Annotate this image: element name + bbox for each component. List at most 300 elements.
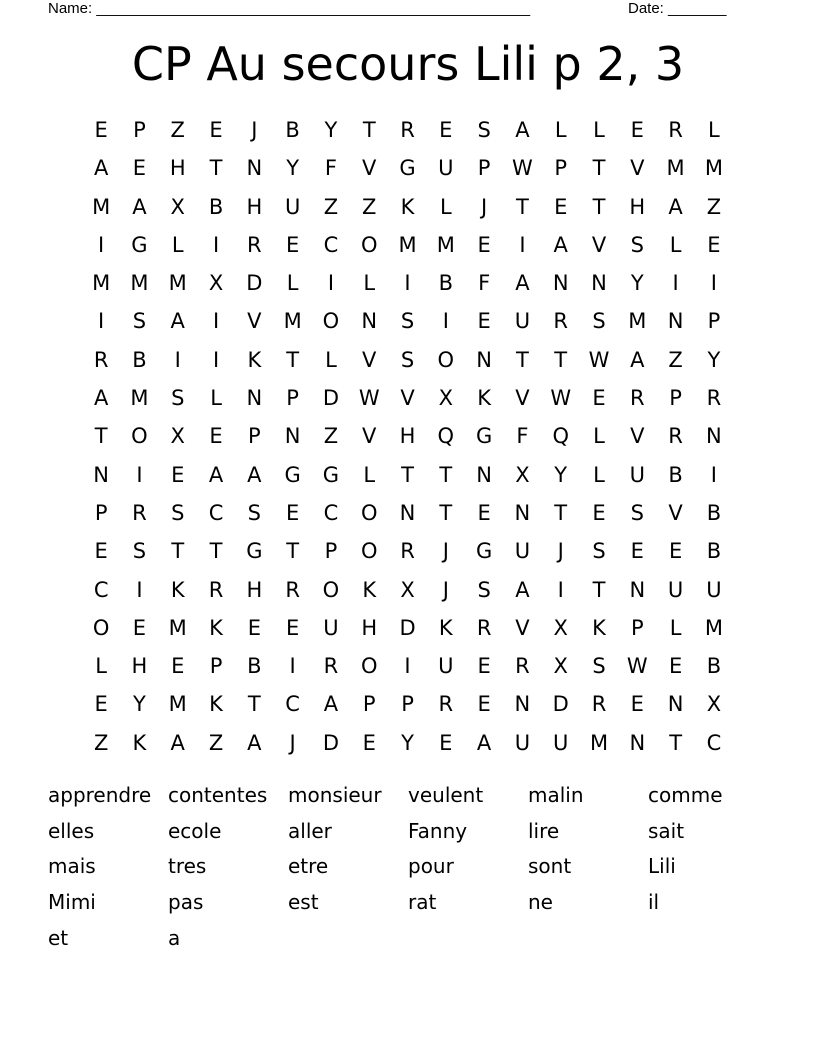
grid-letter: X [208, 271, 224, 296]
grid-letter: Y [401, 730, 414, 755]
grid-letter: M [436, 232, 455, 257]
grid-letter: I [519, 232, 526, 257]
grid-letter: R [476, 615, 492, 640]
grid-letter: P [669, 386, 682, 411]
grid-letter: J [251, 118, 258, 142]
grid-letter: K [247, 347, 262, 372]
grid-letter: Z [668, 347, 683, 372]
grid-letter: N [552, 271, 569, 296]
grid-letter: E [630, 539, 644, 564]
grid-letter: V [362, 156, 377, 181]
grid-letter: T [554, 347, 568, 372]
grid-letter: M [283, 309, 302, 334]
date-field-label: Date: _______ [628, 0, 727, 17]
grid-letter: T [286, 347, 300, 372]
grid-letter: N [667, 692, 684, 717]
grid-letter: V [630, 424, 645, 449]
grid-letter: S [400, 309, 415, 334]
grid-letter: A [247, 462, 262, 487]
grid-letter: Y [630, 271, 644, 296]
grid-letter: P [209, 654, 223, 679]
grid-letter: H [131, 654, 148, 679]
grid-letter: R [591, 692, 607, 717]
grid-letter: C [93, 577, 109, 602]
grid-letter: P [554, 156, 568, 181]
grid-letter: Y [133, 692, 146, 717]
grid-letter: U [553, 730, 569, 755]
grid-letter: U [514, 309, 531, 334]
grid-letter: T [401, 462, 414, 487]
grid-letter: K [132, 730, 147, 755]
grid-letter: E [94, 692, 108, 717]
grid-letter: E [285, 615, 300, 640]
word-list-item: pour [408, 854, 454, 879]
grid-letter: N [667, 309, 684, 334]
grid-letter: X [438, 386, 454, 411]
grid-letter: L [171, 232, 184, 257]
grid-letter: Z [93, 730, 109, 755]
grid-letter: R [668, 118, 683, 142]
grid-letter: R [438, 692, 454, 717]
grid-letter: L [325, 347, 337, 372]
grid-letter: E [554, 194, 568, 219]
grid-letter: L [95, 654, 107, 679]
grid-letter: M [92, 271, 111, 296]
grid-letter: B [132, 347, 147, 372]
letter-grid [82, 111, 733, 762]
grid-letter: V [362, 424, 377, 449]
word-list-item: apprendre [48, 783, 152, 807]
grid-letter: S [132, 539, 147, 564]
grid-letter: X [170, 424, 185, 449]
grid-letter: S [477, 577, 491, 602]
grid-letter: R [247, 232, 262, 257]
grid-letter: L [363, 462, 376, 487]
grid-letter: I [710, 271, 717, 296]
grid-letter: C [706, 730, 722, 755]
grid-letter: R [323, 654, 339, 679]
grid-letter: A [132, 194, 147, 219]
grid-letter: A [515, 118, 530, 142]
grid-letter: E [668, 539, 683, 564]
grid-letter: H [629, 194, 646, 219]
grid-letter: V [362, 347, 377, 372]
grid-letter: V [515, 386, 530, 411]
grid-letter: P [707, 309, 721, 334]
grid-letter: M [130, 271, 149, 296]
grid-letter: I [174, 347, 181, 372]
word-list-item: tres [168, 854, 207, 879]
grid-letter: E [285, 232, 300, 257]
grid-letter: M [168, 271, 187, 296]
grid-letter: M [704, 156, 723, 181]
grid-letter: Z [323, 424, 339, 449]
grid-letter: A [93, 156, 109, 181]
grid-letter: P [477, 156, 491, 181]
grid-letter: R [400, 118, 415, 142]
grid-letter: L [669, 615, 682, 640]
word-list-item: est [288, 890, 319, 915]
grid-letter: V [591, 232, 607, 257]
grid-letter: N [476, 462, 492, 487]
grid-letter: B [668, 462, 683, 487]
grid-letter: N [514, 692, 531, 717]
grid-letter: I [557, 577, 564, 602]
grid-letter: P [324, 539, 338, 564]
grid-letter: R [630, 386, 645, 411]
grid-letter: E [592, 500, 606, 525]
grid-letter: E [132, 156, 147, 181]
grid-letter: K [477, 386, 491, 411]
grid-letter: W [512, 156, 533, 181]
grid-letter: L [210, 386, 222, 411]
grid-letter: Y [286, 156, 300, 181]
grid-letter: L [363, 271, 376, 296]
grid-letter: M [704, 615, 723, 640]
grid-letter: Z [323, 194, 339, 219]
grid-letter: X [706, 692, 722, 717]
grid-letter: B [706, 500, 722, 525]
grid-letter: I [327, 271, 335, 296]
word-list-item: elles [48, 818, 95, 843]
grid-letter: M [666, 156, 685, 181]
grid-letter: T [516, 194, 529, 219]
grid-letter: L [286, 271, 299, 296]
grid-letter: G [131, 232, 148, 257]
grid-letter: L [593, 118, 605, 142]
grid-letter: D [552, 692, 569, 717]
grid-letter: X [553, 615, 568, 640]
grid-letter: N [399, 500, 416, 525]
grid-letter: I [672, 271, 679, 296]
grid-letter: E [94, 539, 108, 564]
grid-letter: T [286, 539, 300, 564]
grid-letter: E [477, 692, 491, 717]
grid-letter: Y [554, 462, 568, 487]
grid-letter: O [360, 654, 378, 679]
grid-letter: E [209, 424, 223, 449]
word-list-item: a [168, 925, 181, 950]
grid-letter: R [515, 654, 530, 679]
grid-letter: W [358, 386, 380, 411]
grid-letter: D [246, 271, 263, 296]
grid-letter: L [669, 232, 682, 257]
grid-letter: T [554, 500, 568, 525]
grid-letter: F [324, 156, 337, 181]
grid-letter: Z [362, 194, 377, 219]
grid-letter: S [592, 539, 606, 564]
word-list-item: comme [648, 783, 723, 807]
grid-letter: G [322, 462, 340, 487]
grid-letter: I [212, 347, 220, 372]
grid-letter: P [248, 424, 261, 449]
grid-letter: R [400, 539, 415, 564]
grid-letter: E [362, 730, 376, 755]
grid-letter: N [361, 309, 378, 334]
grid-letter: I [710, 462, 717, 487]
grid-letter: E [477, 500, 491, 525]
grid-letter: S [247, 500, 261, 525]
grid-letter: H [246, 577, 263, 602]
grid-letter: O [92, 615, 110, 640]
grid-letter: A [93, 386, 109, 411]
grid-letter: C [285, 692, 300, 717]
grid-letter: Z [706, 194, 722, 219]
word-list-item: aller [288, 818, 332, 843]
grid-letter: N [629, 730, 646, 755]
word-list-item: ne [528, 890, 553, 915]
grid-letter: U [438, 654, 454, 679]
grid-letter: U [438, 156, 454, 181]
grid-letter: A [515, 271, 530, 296]
grid-letter: W [626, 654, 648, 679]
grid-letter: D [322, 730, 340, 755]
grid-letter: B [247, 654, 262, 679]
grid-letter: O [322, 577, 340, 602]
grid-letter: T [94, 424, 108, 449]
grid-letter: Z [208, 730, 224, 755]
grid-letter: G [475, 539, 493, 564]
grid-letter: R [285, 577, 300, 602]
grid-letter: D [399, 615, 416, 640]
grid-letter: K [592, 615, 606, 640]
grid-letter: M [589, 730, 609, 755]
grid-letter: L [439, 194, 452, 219]
grid-letter: G [246, 539, 263, 564]
grid-letter: S [630, 500, 644, 525]
grid-letter: I [98, 232, 105, 257]
grid-letter: E [668, 654, 683, 679]
grid-letter: E [247, 615, 261, 640]
grid-letter: E [630, 118, 644, 142]
grid-letter: O [360, 500, 378, 525]
grid-letter: U [284, 194, 301, 219]
grid-letter: G [284, 462, 301, 487]
grid-letter: F [516, 424, 529, 449]
grid-letter: I [212, 232, 220, 257]
grid-letter: U [706, 577, 722, 602]
grid-letter: S [171, 386, 185, 411]
grid-letter: V [400, 386, 415, 411]
grid-letter: O [360, 232, 378, 257]
grid-letter: V [247, 309, 262, 334]
grid-letter: E [285, 500, 300, 525]
grid-letter: A [170, 730, 185, 755]
grid-letter: N [476, 347, 492, 372]
grid-letter: A [247, 730, 262, 755]
grid-letter: S [132, 309, 147, 334]
grid-letter: I [136, 577, 143, 602]
grid-letter: E [477, 309, 491, 334]
grid-letter: R [132, 500, 147, 525]
grid-letter: I [289, 654, 296, 679]
grid-letter: M [130, 386, 149, 411]
grid-letter: L [593, 462, 605, 487]
word-list-item: monsieur [288, 783, 382, 807]
grid-letter: B [285, 118, 300, 142]
grid-letter: P [630, 615, 644, 640]
grid-letter: S [400, 347, 415, 372]
grid-letter: T [592, 577, 606, 602]
grid-letter: E [707, 232, 721, 257]
grid-letter: A [630, 347, 645, 372]
grid-letter: H [246, 194, 263, 219]
grid-letter: H [399, 424, 416, 449]
grid-letter: L [708, 118, 720, 142]
name-field-label: Name: ____________________________________________________ [48, 0, 531, 17]
grid-letter: M [92, 194, 111, 219]
grid-letter: B [208, 194, 224, 219]
grid-letter: I [98, 309, 105, 334]
grid-letter: N [246, 386, 263, 411]
grid-letter: A [170, 309, 185, 334]
grid-letter: N [706, 424, 722, 449]
grid-letter: X [400, 577, 415, 602]
grid-letter: S [592, 654, 606, 679]
word-list [48, 778, 768, 956]
grid-letter: N [246, 156, 263, 181]
word-list-item: et [48, 925, 69, 950]
grid-letter: T [362, 118, 376, 142]
grid-letter: X [553, 654, 568, 679]
grid-letter: A [208, 462, 224, 487]
grid-letter: S [592, 309, 606, 334]
grid-letter: E [477, 232, 491, 257]
grid-letter: E [439, 730, 453, 755]
word-list-item: sait [648, 818, 685, 843]
grid-letter: J [557, 539, 564, 564]
grid-letter: U [629, 462, 645, 487]
grid-letter: X [515, 462, 530, 487]
grid-letter: D [322, 386, 340, 411]
grid-letter: U [323, 615, 339, 640]
grid-letter: B [438, 271, 454, 296]
word-list-item: Mimi [48, 890, 96, 915]
word-list-item: etre [288, 854, 329, 879]
grid-letter: R [668, 424, 683, 449]
grid-letter: J [442, 577, 449, 602]
grid-letter: T [669, 730, 683, 755]
grid-letter: S [477, 118, 491, 142]
grid-letter: I [404, 654, 411, 679]
word-list-item: veulent [408, 783, 484, 807]
grid-letter: L [554, 118, 567, 142]
grid-letter: Q [552, 424, 569, 449]
grid-letter: N [629, 577, 646, 602]
page-title: CP Au secours Lili p 2, 3 [131, 37, 685, 91]
grid-letter: A [476, 730, 492, 755]
grid-letter: P [362, 692, 376, 717]
grid-letter: Z [170, 118, 185, 142]
grid-letter: C [208, 500, 224, 525]
grid-letter: T [592, 194, 606, 219]
grid-letter: A [323, 692, 339, 717]
grid-letter: H [361, 615, 378, 640]
word-list-item: mais [48, 854, 96, 879]
grid-letter: G [475, 424, 493, 449]
grid-letter: K [209, 615, 223, 640]
grid-letter: Y [707, 347, 721, 372]
grid-letter: T [592, 156, 606, 181]
grid-letter: O [131, 424, 148, 449]
grid-letter: L [593, 424, 605, 449]
grid-letter: U [514, 730, 531, 755]
grid-letter: J [442, 539, 449, 564]
grid-letter: V [515, 615, 530, 640]
grid-letter: C [323, 500, 339, 525]
word-list-item: pas [168, 890, 204, 915]
grid-letter: W [550, 386, 572, 411]
grid-letter: N [284, 424, 301, 449]
grid-letter: A [553, 232, 568, 257]
word-list-item: contentes [168, 783, 268, 807]
grid-letter: E [477, 654, 491, 679]
grid-letter: E [592, 386, 606, 411]
grid-letter: B [706, 654, 722, 679]
grid-letter: R [208, 577, 224, 602]
grid-letter: T [209, 156, 223, 181]
word-list-item: il [648, 890, 660, 915]
grid-letter: M [168, 615, 187, 640]
word-list-item: sont [528, 854, 572, 879]
grid-letter: X [170, 194, 185, 219]
grid-letter: W [588, 347, 610, 372]
word-list-item: Lili [648, 854, 676, 879]
grid-letter: Y [324, 118, 338, 142]
grid-letter: I [442, 309, 449, 334]
grid-letter: H [169, 156, 186, 181]
grid-letter: E [171, 654, 185, 679]
grid-letter: I [136, 462, 143, 487]
grid-letter: J [289, 730, 296, 755]
grid-letter: U [667, 577, 684, 602]
grid-letter: V [630, 156, 645, 181]
grid-letter: E [439, 118, 453, 142]
grid-letter: E [171, 462, 185, 487]
grid-letter: A [515, 577, 530, 602]
grid-letter: S [171, 500, 185, 525]
grid-letter: N [591, 271, 607, 296]
grid-letter: I [212, 309, 220, 334]
grid-letter: M [168, 692, 187, 717]
grid-letter: E [132, 615, 147, 640]
word-list-item: lire [528, 818, 560, 843]
grid-letter: P [94, 500, 108, 525]
grid-letter: N [514, 500, 531, 525]
grid-letter: E [209, 118, 223, 142]
word-list-item: rat [408, 890, 437, 915]
grid-letter: T [516, 347, 529, 372]
grid-letter: M [628, 309, 647, 334]
word-list-item: ecole [168, 818, 222, 843]
grid-letter: A [668, 194, 683, 219]
grid-letter: K [362, 577, 377, 602]
word-list-item: Fanny [408, 818, 468, 843]
grid-letter: C [323, 232, 339, 257]
grid-letter: T [439, 462, 453, 487]
grid-letter: S [630, 232, 644, 257]
grid-letter: B [706, 539, 722, 564]
grid-letter: K [209, 692, 223, 717]
grid-letter: E [94, 118, 108, 142]
grid-letter: I [404, 271, 411, 296]
grid-letter: K [400, 194, 415, 219]
grid-letter: P [133, 118, 146, 142]
grid-letter: P [401, 692, 414, 717]
grid-letter: U [514, 539, 531, 564]
grid-letter: R [553, 309, 568, 334]
grid-letter: K [438, 615, 453, 640]
